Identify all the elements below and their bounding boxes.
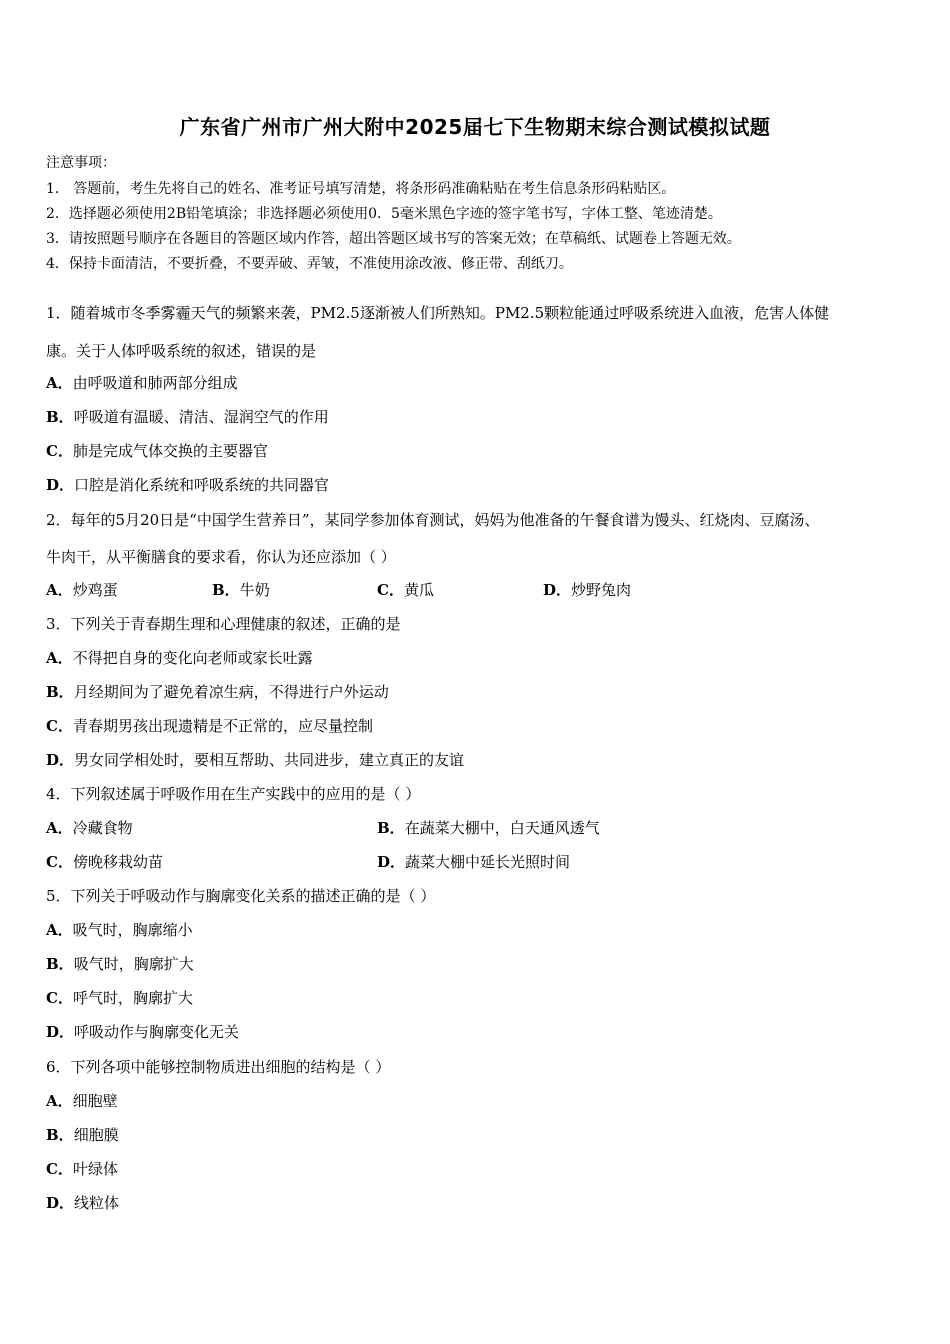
- question-2-option-b: [212, 579, 270, 600]
- option-text: 吸气时，胸廓扩大: [73, 955, 194, 973]
- question-2-stem: 2．每年的5月20日是“中国学生营养日”，某同学参加体育测试，妈妈为他准备的午餐食谱为馒头、红烧肉、豆腐汤、: [46, 511, 820, 529]
- question-4-stem: 4．下列叙述属于呼吸作用在生产实践中的应用的是（ ）: [46, 785, 421, 803]
- notice-item: 2．选择题必须使用2B铅笔填涂；非选择题必须使用0．5毫米黑色字迹的签字笔书写，字体工整、笔迹清楚。: [46, 206, 722, 222]
- option-letter: B．: [46, 1126, 74, 1144]
- option-text: 不得把自身的变化向老师或家长吐露: [72, 649, 313, 667]
- question-5-option-a: [46, 919, 193, 940]
- option-letter: A．: [46, 581, 73, 599]
- question-4-option-a: [46, 817, 133, 838]
- option-letter: B．: [212, 581, 240, 599]
- option-letter: D．: [46, 751, 75, 769]
- option-letter: B．: [377, 819, 405, 837]
- question-5-option-c: [46, 987, 193, 1008]
- question-6-option-c: [46, 1158, 118, 1179]
- question-1-option-c: [46, 440, 268, 461]
- option-text: 叶绿体: [72, 1160, 118, 1178]
- option-text: 呼吸动作与胸廓变化无关: [74, 1023, 240, 1041]
- notice-heading: 注意事项：: [46, 155, 116, 171]
- question-3-stem: 3．下列关于青春期生理和心理健康的叙述，正确的是: [46, 615, 401, 633]
- question-1-option-a: [46, 372, 238, 393]
- option-letter: A．: [46, 374, 73, 392]
- question-6-option-d: [46, 1192, 119, 1213]
- option-letter: D．: [46, 476, 75, 494]
- question-2-stem-cont: 牛肉干，从平衡膳食的要求看，你认为还应添加（ ）: [46, 548, 396, 566]
- option-text: 冷藏食物: [72, 819, 133, 837]
- option-text: 在蔬菜大棚中，白天通风透气: [404, 819, 600, 837]
- notice-item: 4．保持卡面清洁，不要折叠，不要弄破、弄皱，不准使用涂改液、修正带、刮纸刀。: [46, 256, 573, 272]
- option-text: 黄瓜: [403, 581, 434, 599]
- option-text: 呼吸道有温暖、清洁、湿润空气的作用: [73, 408, 329, 426]
- question-6-stem: 6．下列各项中能够控制物质进出细胞的结构是（ ）: [46, 1058, 391, 1076]
- option-letter: A．: [46, 649, 73, 667]
- question-2-option-c: [377, 579, 434, 600]
- question-3-option-d: [46, 749, 464, 770]
- option-text: 细胞壁: [72, 1092, 118, 1110]
- notice-item: 1． 答题前，考生先将自己的姓名、准考证号填写清楚，将条形码准确粘贴在考生信息条形码粘贴区。: [46, 181, 676, 197]
- question-5-option-b: [46, 953, 194, 974]
- option-text: 吸气时，胸廓缩小: [72, 921, 193, 939]
- option-letter: D．: [543, 581, 572, 599]
- option-letter: C．: [46, 989, 73, 1007]
- option-text: 青春期男孩出现遗精是不正常的，应尽量控制: [72, 717, 373, 735]
- option-text: 肺是完成气体交换的主要器官: [72, 442, 268, 460]
- question-1-option-b: [46, 406, 329, 427]
- option-text: 口腔是消化系统和呼吸系统的共同器官: [74, 476, 330, 494]
- option-text: 蔬菜大棚中延长光照时间: [405, 853, 571, 871]
- option-letter: C．: [377, 581, 404, 599]
- option-text: 由呼吸道和肺两部分组成: [72, 374, 238, 392]
- option-letter: B．: [46, 683, 74, 701]
- option-letter: B．: [46, 408, 74, 426]
- question-1-stem-cont: 康。关于人体呼吸系统的叙述，错误的是: [46, 342, 317, 360]
- question-6-option-a: [46, 1090, 118, 1111]
- question-4-option-c: [46, 851, 163, 872]
- question-4-option-d: [377, 851, 570, 872]
- page-title: 广东省广州市广州大附中2025届七下生物期末综合测试模拟试题: [179, 115, 771, 139]
- option-text: 炒野兔肉: [571, 581, 632, 599]
- option-letter: A．: [46, 921, 73, 939]
- option-letter: D．: [377, 853, 406, 871]
- option-letter: D．: [46, 1194, 75, 1212]
- option-letter: D．: [46, 1023, 75, 1041]
- option-letter: C．: [46, 717, 73, 735]
- option-letter: C．: [46, 1160, 73, 1178]
- option-text: 呼气时，胸廓扩大: [72, 989, 193, 1007]
- option-letter: B．: [46, 955, 74, 973]
- option-text: 牛奶: [239, 581, 270, 599]
- option-letter: C．: [46, 442, 73, 460]
- question-2-option-d: [543, 579, 631, 600]
- question-5-option-d: [46, 1021, 239, 1042]
- question-6-option-b: [46, 1124, 119, 1145]
- question-5-stem: 5．下列关于呼吸动作与胸廓变化关系的描述正确的是（ ）: [46, 887, 436, 905]
- question-2-option-a: [46, 579, 118, 600]
- option-letter: C．: [46, 853, 73, 871]
- option-text: 傍晚移栽幼苗: [72, 853, 163, 871]
- option-text: 男女同学相处时，要相互帮助、共同进步，建立真正的友谊: [74, 751, 465, 769]
- option-text: 线粒体: [74, 1194, 120, 1212]
- option-letter: A．: [46, 819, 73, 837]
- option-text: 细胞膜: [73, 1126, 119, 1144]
- notice-item: 3．请按照题号顺序在各题目的答题区域内作答，超出答题区域书写的答案无效；在草稿纸、试题卷上答题无效。: [46, 231, 741, 247]
- question-1-stem: 1．随着城市冬季雾霾天气的频繁来袭，PM2.5逐渐被人们所熟知。PM2.5颗粒能通过呼吸系统进入血液，危害人体健: [46, 304, 830, 322]
- question-3-option-b: [46, 681, 389, 702]
- option-text: 月经期间为了避免着凉生病，不得进行户外运动: [73, 683, 389, 701]
- option-letter: A．: [46, 1092, 73, 1110]
- question-4-option-b: [377, 817, 600, 838]
- question-1-option-d: [46, 474, 329, 495]
- question-3-option-a: [46, 647, 313, 668]
- question-3-option-c: [46, 715, 373, 736]
- option-text: 炒鸡蛋: [72, 581, 118, 599]
